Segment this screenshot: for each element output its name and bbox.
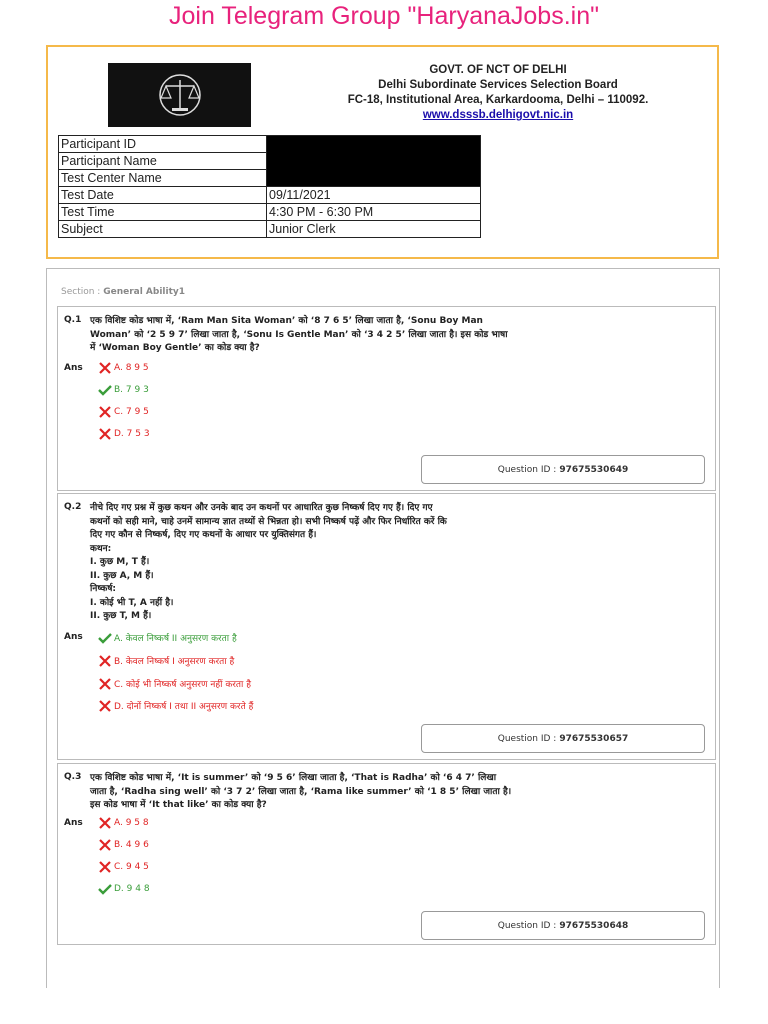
question-id-value: 97675530657 (559, 733, 629, 744)
test-date-label: Test Date (59, 187, 267, 204)
question-text: एक विशिष्ट कोड भाषा में, ‘It is summer’ को ‘9 5 6’ लिखा जाता है, ‘That is Radha’ को ‘6 4 7’ लिखा जाता है, ‘Radha sing well’ को ‘3 7 2’ लिखा जाता है, ‘Rama like summer’ को ‘1 8 5’ लिखा जाता है। इस कोड भाषा में ‘It that like’ का कोड क्या है? (90, 773, 512, 810)
check-icon (98, 384, 112, 396)
question-id-label: Question ID : (497, 464, 557, 475)
ans-label: Ans (64, 818, 83, 828)
check-icon (98, 632, 112, 644)
section-prefix: Section : (61, 287, 104, 297)
question-card-1 (57, 306, 716, 491)
option-c (98, 677, 251, 690)
option-text: D. 9 4 8 (114, 884, 150, 894)
option-text: D. 7 5 3 (114, 429, 150, 439)
cross-icon (98, 817, 112, 829)
option-d (98, 699, 253, 712)
question-id-value: 97675530649 (559, 464, 629, 475)
option-text: B. केवल निष्कर्ष I अनुसरण करता है (114, 657, 235, 667)
option-b (98, 839, 149, 851)
cross-icon (98, 861, 112, 873)
question-card-3 (57, 763, 716, 945)
option-text: A. 9 5 8 (114, 818, 149, 828)
option-b (98, 384, 149, 396)
option-b (98, 654, 234, 667)
address-line: FC-18, Institutional Area, Karkardooma, Delhi – 110092. (347, 94, 649, 106)
website-link[interactable]: www.dsssb.delhigovt.nic.in (422, 109, 574, 121)
question-text: एक विशिष्ट कोड भाषा में, ‘Ram Man Sita Woman’ को ‘8 7 6 5’ लिखा जाता है, ‘Sonu Boy Man Woman’ को ‘2 5 9 7’ लिखा जाता है, ‘Sonu Is Gentle Man’ को ‘3 4 2 5’ लिखा जाता है। इस कोड भाषा में ‘Woman Boy Gentle’ का कोड क्या है? (90, 316, 508, 353)
question-id-box (421, 455, 705, 484)
option-c (98, 861, 149, 873)
organization-info (298, 63, 698, 123)
ans-label: Ans (64, 632, 83, 642)
test-center-label: Test Center Name (59, 170, 267, 187)
section-name: General Ability1 (103, 287, 186, 297)
subject-label: Subject (59, 221, 267, 238)
participant-info-table (58, 135, 481, 238)
participant-name-label: Participant Name (59, 153, 267, 170)
question-id-label: Question ID : (497, 920, 557, 931)
question-id-box (421, 911, 705, 940)
cross-icon (98, 839, 112, 851)
option-text: C. कोई भी निष्कर्ष अनुसरण नहीं करता है (114, 680, 252, 690)
subject-value: Junior Clerk (267, 221, 481, 238)
question-id-label: Question ID : (497, 733, 557, 744)
telegram-banner: Join Telegram Group "HaryanaJobs.in" (168, 2, 599, 30)
option-text: A. 8 9 5 (114, 363, 149, 373)
question-number: Q.2 (64, 502, 82, 512)
option-d (98, 883, 150, 895)
participant-id-label: Participant ID (59, 136, 267, 153)
option-a (98, 817, 149, 829)
option-d (98, 428, 150, 440)
cross-icon (98, 406, 112, 418)
question-number: Q.3 (64, 772, 82, 782)
dsssb-logo (108, 63, 251, 127)
question-card-2 (57, 493, 716, 760)
option-a (98, 362, 149, 374)
option-a (98, 631, 237, 644)
question-id-value: 97675530648 (559, 920, 629, 931)
test-date-value: 09/11/2021 (267, 187, 481, 204)
question-id-box (421, 724, 705, 753)
cross-icon (98, 655, 112, 667)
cross-icon (98, 428, 112, 440)
test-time-value: 4:30 PM - 6:30 PM (267, 204, 481, 221)
test-time-label: Test Time (59, 204, 267, 221)
option-text: D. दोनों निष्कर्ष I तथा II अनुसरण करते हैं (114, 702, 254, 712)
option-text: A. केवल निष्कर्ष II अनुसरण करता है (114, 634, 237, 644)
board-line: Delhi Subordinate Services Selection Board (378, 79, 618, 91)
govt-line: GOVT. OF NCT OF DELHI (429, 64, 567, 76)
option-text: B. 7 9 3 (114, 385, 149, 395)
option-text: C. 9 4 5 (114, 862, 149, 872)
cross-icon (98, 700, 112, 712)
question-section (46, 268, 720, 988)
cross-icon (98, 362, 112, 374)
check-icon (98, 883, 112, 895)
option-c (98, 406, 149, 418)
ans-label: Ans (64, 363, 83, 373)
section-label (61, 287, 185, 297)
cross-icon (98, 678, 112, 690)
redacted-participant-details (267, 136, 481, 187)
question-number: Q.1 (64, 315, 82, 325)
option-text: C. 7 9 5 (114, 407, 149, 417)
question-text: नीचे दिए गए प्रश्न में कुछ कथन और उनके बाद उन कथनों पर आधारित कुछ निष्कर्ष दिए गए हैं। दिए गए कथनों को सही माने, चाहे उनमें सामान्य ज्ञात तथ्यों से भिन्नता हो। सभी निष्कर्ष पढ़ें और फिर निर्धारित करें कि दिए गए कौन से निष्कर्ष, दिए गए कथनों के आधार पर युक्तिसंगत हैं। कथन: I. कुछ M, T हैं। II. कुछ A, M हैं। निष्कर्ष: I. कोई भी T, A नहीं है। II. कुछ T, M हैं। (90, 503, 447, 621)
option-text: B. 4 9 6 (114, 840, 149, 850)
admit-header (46, 45, 719, 259)
